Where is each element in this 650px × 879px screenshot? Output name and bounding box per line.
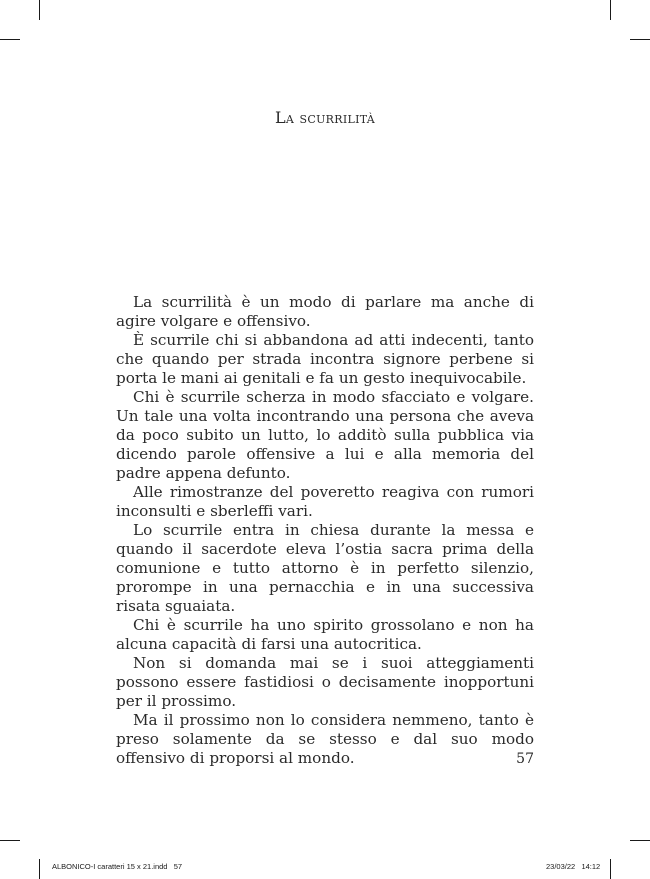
chapter-title: La scurrilità xyxy=(274,108,376,127)
crop-mark-top-right-horizontal xyxy=(630,39,650,40)
crop-mark-bottom-left-vertical xyxy=(39,859,40,879)
crop-mark-top-left-vertical xyxy=(39,0,40,20)
paragraph: Non si domanda mai se i suoi atteggiamenti possono essere fastidiosi o decisamente inopportuni per il prossimo. xyxy=(116,654,534,710)
page-number: 57 xyxy=(516,751,534,767)
paragraph: Chi è scurrile ha uno spirito grossolano e non ha alcuna capacità di farsi una autocritica. xyxy=(116,616,534,653)
print-slug-file: ALBONICO-I caratteri 15 x 21.indd 57 xyxy=(52,862,183,871)
crop-mark-top-left-horizontal xyxy=(0,39,20,40)
crop-mark-bottom-right-horizontal xyxy=(630,840,650,841)
paragraph: Alle rimostranze del poveretto reagiva con rumori inconsulti e sberleffi vari. xyxy=(116,483,534,520)
crop-mark-top-right-vertical xyxy=(610,0,611,20)
paragraph: Ma il prossimo non lo considera nemmeno, tanto è preso solamente da se stesso e dal suo modo offensivo di proporsi al mondo. xyxy=(116,711,534,767)
paragraph: È scurrile chi si abbandona ad atti indecenti, tanto che quando per strada incontra signore perbene si porta le mani ai genitali e fa un gesto inequivocabile. xyxy=(116,331,534,387)
paragraph: Chi è scurrile scherza in modo sfacciato e volgare. Un tale una volta incontrando una persona che aveva da poco subito un lutto, lo additò sulla pubblica via dicendo parole offensive a lui e alla memoria del padre appena defunto. xyxy=(116,388,534,482)
paragraph: La scurrilità è un modo di parlare ma anche di agire volgare e offensivo. xyxy=(116,293,534,330)
print-slug-datetime: 23/03/22 14:12 xyxy=(546,862,601,871)
chapter-body xyxy=(116,293,534,768)
crop-mark-bottom-right-vertical xyxy=(610,859,611,879)
crop-mark-bottom-left-horizontal xyxy=(0,840,20,841)
paragraph: Lo scurrile entra in chiesa durante la messa e quando il sacerdote eleva l’ostia sacra prima della comunione e tutto attorno è in perfetto silenzio, prorompe in una pernacchia e in una successiva risata sguaiata. xyxy=(116,521,534,615)
